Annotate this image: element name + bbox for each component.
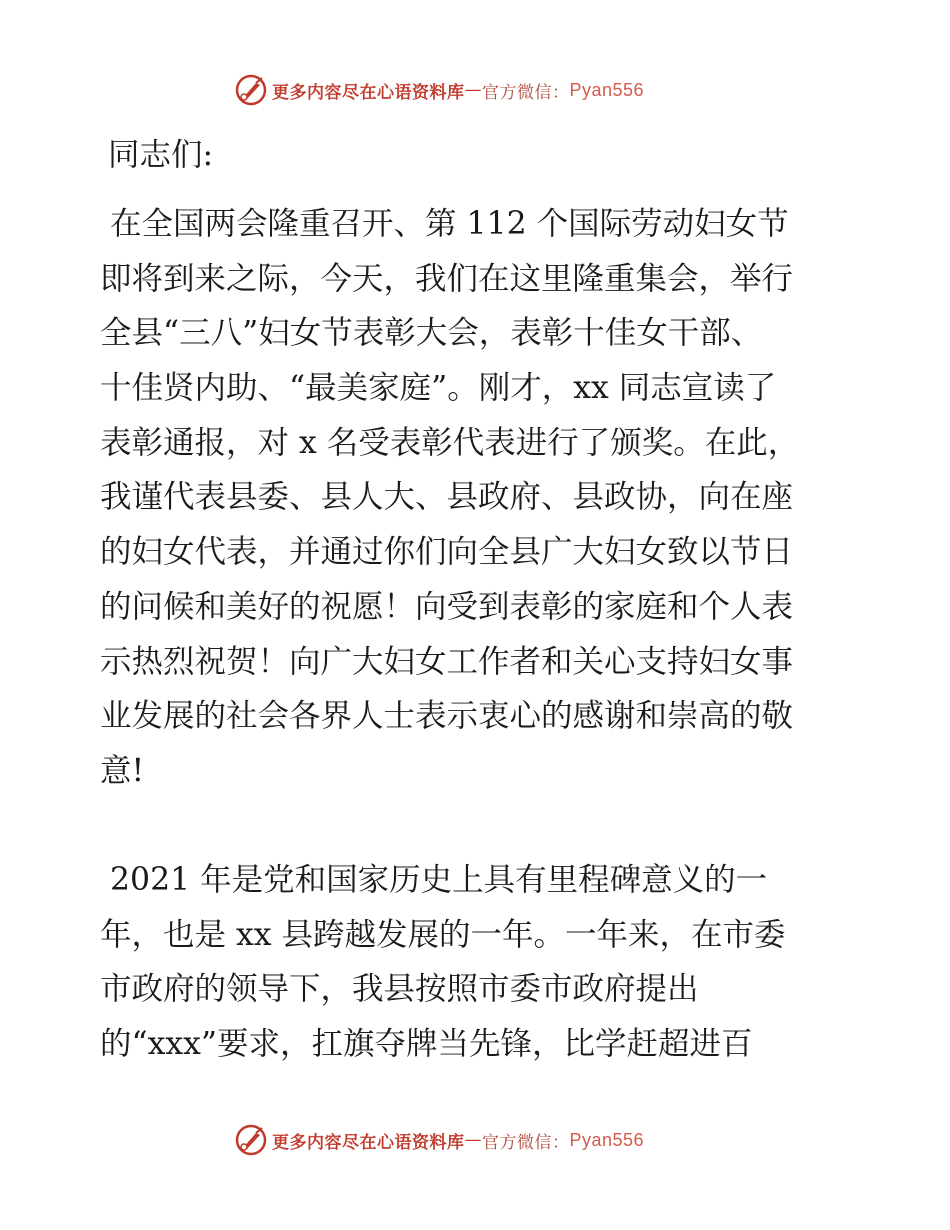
banner-wechat-id: Pyan556 xyxy=(569,79,645,100)
banner-site-name: 更多内容尽在心语资料库 xyxy=(272,82,465,103)
text-line: 2021 年是党和国家历史上具有里程碑意义的一 xyxy=(110,862,768,898)
banner-dash: — xyxy=(464,80,482,100)
text-line: 我谨代表县委、县人大、县政府、县政协，向在座 xyxy=(100,479,794,516)
salutation xyxy=(100,128,860,183)
banner-wechat-label: 官方微信： xyxy=(482,1132,570,1153)
banner-wechat-id: Pyan556 xyxy=(569,1129,645,1150)
text-line: 即将到来之际，今天，我们在这里隆重集会，举行 xyxy=(100,260,794,297)
banner-site-name: 更多内容尽在心语资料库 xyxy=(272,1132,465,1153)
text-line: 的“xxx”要求，扛旗夺牌当先锋，比学赶超进百 xyxy=(100,1026,753,1063)
salutation-text: 同志们: xyxy=(108,137,214,173)
quill-logo-icon xyxy=(234,73,268,107)
quill-logo-icon xyxy=(234,1123,268,1157)
text-line: 十佳贤内助、“最美家庭”。刚才，xx 同志宣读了 xyxy=(100,370,777,407)
text-line: 意! xyxy=(100,752,145,789)
text-line: 在全国两会隆重召开、第 112 个国际劳动妇女节 xyxy=(110,206,789,242)
text-line: 示热烈祝贺！向广大妇女工作者和关心支持妇女事 xyxy=(100,643,794,680)
text-line: 市政府的领导下，我县按照市委市政府提出 xyxy=(100,971,699,1008)
text-line: 年，也是 xx 县跨越发展的一年。一年来，在市委 xyxy=(100,916,786,953)
footer-watermark-banner xyxy=(234,1122,714,1158)
text-line: 的问候和美好的祝愿！向受到表彰的家庭和个人表 xyxy=(100,588,794,625)
text-line: 表彰通报，对 x 名受表彰代表进行了颁奖。在此， xyxy=(100,424,800,461)
header-watermark-banner xyxy=(234,72,714,108)
paragraph-2 xyxy=(100,853,860,1072)
text-line: 的妇女代表，并通过你们向全县广大妇女致以节日 xyxy=(100,534,794,571)
text-line: 业发展的社会各界人士表示衷心的感谢和崇高的敬 xyxy=(100,698,794,735)
text-line: 全县“三八”妇女节表彰大会，表彰十佳女干部、 xyxy=(100,315,763,352)
banner-wechat-label: 官方微信： xyxy=(482,82,570,103)
paragraph-1 xyxy=(100,197,860,799)
banner-dash: — xyxy=(464,1130,482,1150)
